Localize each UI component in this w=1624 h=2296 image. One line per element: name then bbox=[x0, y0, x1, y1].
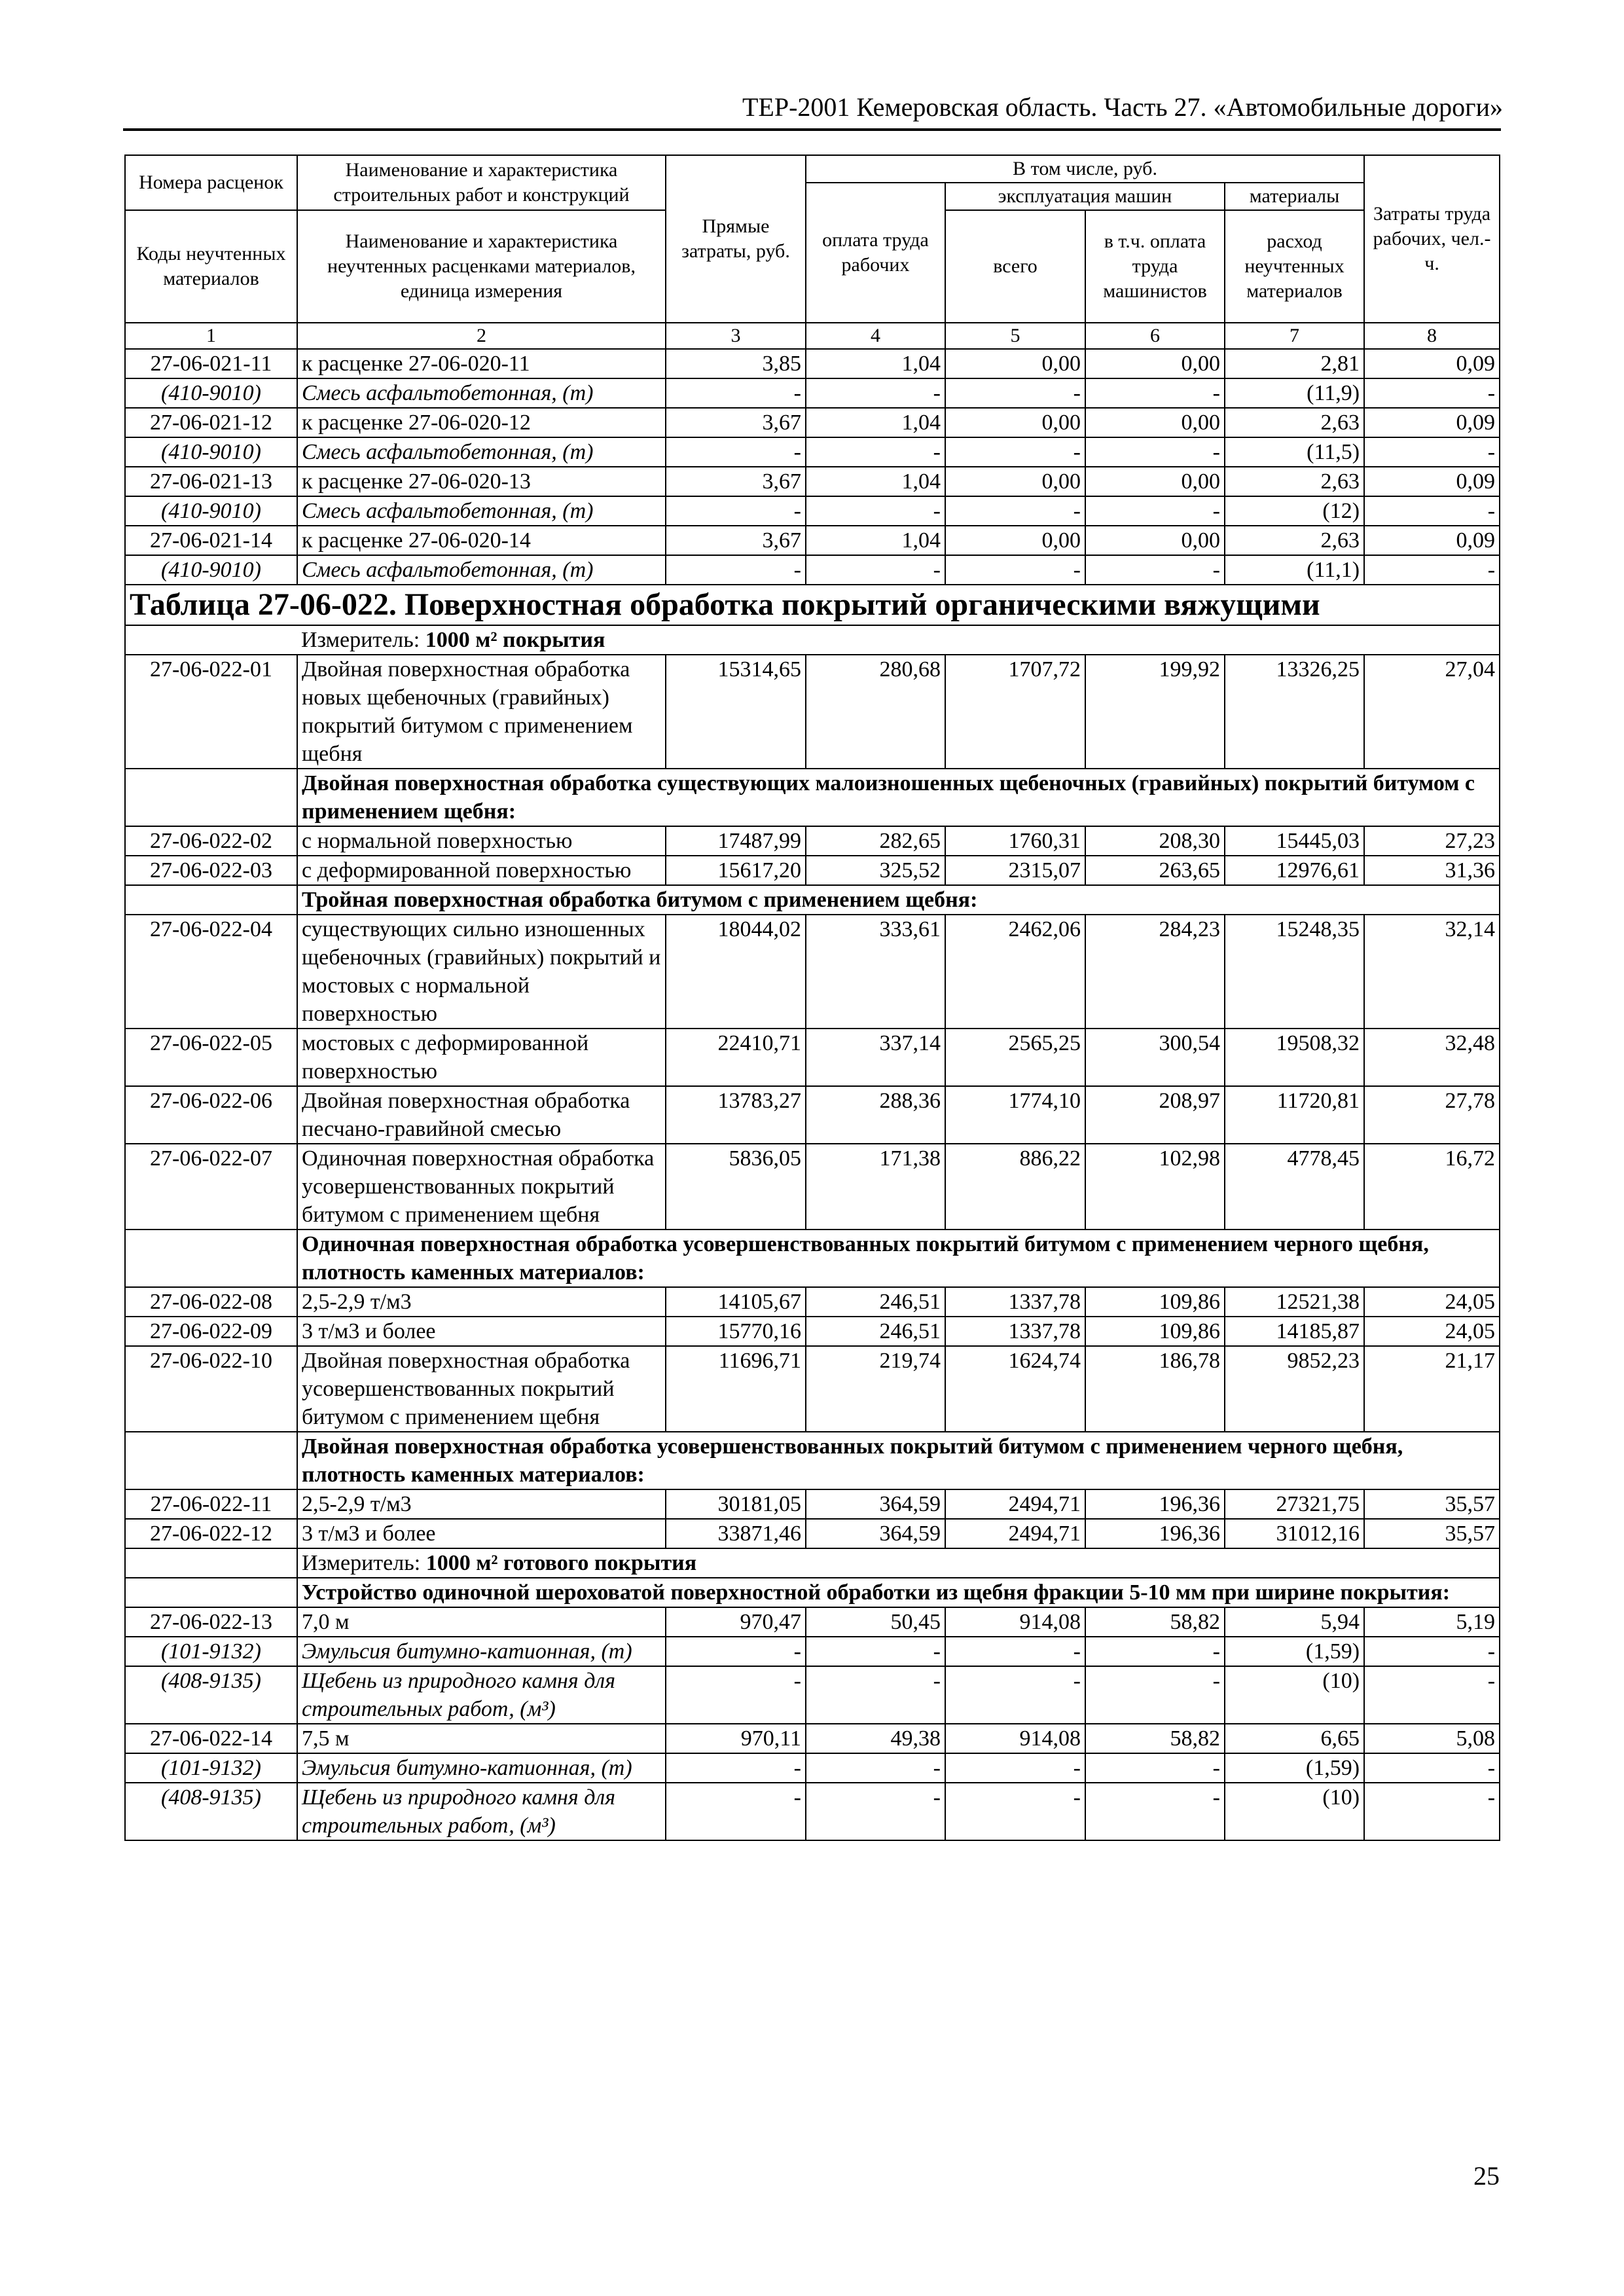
column-number-row bbox=[125, 323, 1500, 349]
value-cell: 2,63 bbox=[1225, 467, 1364, 496]
col4-header: оплата труда рабочих bbox=[806, 183, 945, 323]
value-cell: 282,65 bbox=[806, 826, 945, 856]
value-cell: - bbox=[1085, 437, 1225, 467]
material-row bbox=[125, 496, 1500, 526]
work-name: 3 т/м3 и более bbox=[297, 1519, 666, 1548]
section-blank bbox=[125, 885, 297, 915]
materials-header: материалы bbox=[1225, 183, 1364, 210]
value-cell: 1707,72 bbox=[945, 655, 1085, 769]
work-name: к расценке 27-06-020-11 bbox=[297, 349, 666, 378]
value-cell: 208,30 bbox=[1085, 826, 1225, 856]
value-cell: - bbox=[1085, 1753, 1225, 1783]
measure-value: 1000 м² готового покрытия bbox=[425, 1551, 697, 1575]
value-cell: (11,5) bbox=[1225, 437, 1364, 467]
rate-code: 27-06-022-05 bbox=[125, 1029, 297, 1086]
value-cell: - bbox=[806, 1637, 945, 1666]
value-cell: 0,00 bbox=[1085, 467, 1225, 496]
section-row bbox=[125, 1578, 1500, 1607]
value-cell: 6,65 bbox=[1225, 1724, 1364, 1753]
table-row bbox=[125, 1519, 1500, 1548]
value-cell: 0,09 bbox=[1364, 408, 1500, 437]
section-heading: Тройная поверхностная обработка битумом с применением щебня: bbox=[297, 885, 1500, 915]
value-cell: 199,92 bbox=[1085, 655, 1225, 769]
measure-value: 1000 м² покрытия bbox=[425, 628, 605, 652]
value-cell: - bbox=[806, 1783, 945, 1840]
material-row bbox=[125, 1783, 1500, 1840]
material-row bbox=[125, 555, 1500, 585]
table-row bbox=[125, 915, 1500, 1029]
section-blank bbox=[125, 1432, 297, 1489]
rate-code: 27-06-021-11 bbox=[125, 349, 297, 378]
value-cell: 0,00 bbox=[1085, 526, 1225, 555]
work-name: 2,5-2,9 т/м3 bbox=[297, 1489, 666, 1519]
value-cell: 15445,03 bbox=[1225, 826, 1364, 856]
rate-code: 27-06-022-02 bbox=[125, 826, 297, 856]
table-row bbox=[125, 826, 1500, 856]
value-cell: 219,74 bbox=[806, 1346, 945, 1432]
value-cell: 0,09 bbox=[1364, 467, 1500, 496]
col2-top-header: Наименование и характеристика строительных работ и конструкций bbox=[297, 155, 666, 210]
value-cell: 1,04 bbox=[806, 349, 945, 378]
table-row bbox=[125, 1489, 1500, 1519]
value-cell: 0,00 bbox=[1085, 349, 1225, 378]
value-cell: 246,51 bbox=[806, 1287, 945, 1317]
table-row bbox=[125, 1144, 1500, 1230]
value-cell: 19508,32 bbox=[1225, 1029, 1364, 1086]
value-cell: - bbox=[806, 555, 945, 585]
value-cell: - bbox=[1364, 1753, 1500, 1783]
value-cell: - bbox=[945, 1753, 1085, 1783]
material-name: Смесь асфальтобетонная, (т) bbox=[297, 496, 666, 526]
table-body bbox=[125, 349, 1500, 1840]
value-cell: - bbox=[1364, 1783, 1500, 1840]
value-cell: - bbox=[945, 1666, 1085, 1724]
measure-label: Измеритель: bbox=[301, 628, 420, 652]
value-cell: 1,04 bbox=[806, 467, 945, 496]
value-cell: - bbox=[945, 555, 1085, 585]
value-cell: 27,04 bbox=[1364, 655, 1500, 769]
value-cell: 14185,87 bbox=[1225, 1317, 1364, 1346]
work-name: 2,5-2,9 т/м3 bbox=[297, 1287, 666, 1317]
table-row bbox=[125, 349, 1500, 378]
value-cell: (10) bbox=[1225, 1783, 1364, 1840]
value-cell: 333,61 bbox=[806, 915, 945, 1029]
price-table bbox=[124, 155, 1500, 1841]
table-row bbox=[125, 1724, 1500, 1753]
material-code: (408-9135) bbox=[125, 1783, 297, 1840]
material-row bbox=[125, 1666, 1500, 1724]
col3-header: Прямые затраты, руб. bbox=[666, 155, 806, 323]
machines-header: эксплуатация машин bbox=[945, 183, 1225, 210]
value-cell: - bbox=[1364, 437, 1500, 467]
value-cell: 12521,38 bbox=[1225, 1287, 1364, 1317]
col-number: 4 bbox=[806, 323, 945, 349]
value-cell: - bbox=[1364, 1637, 1500, 1666]
value-cell: 35,57 bbox=[1364, 1519, 1500, 1548]
value-cell: 24,05 bbox=[1364, 1287, 1500, 1317]
rate-code: 27-06-022-09 bbox=[125, 1317, 297, 1346]
value-cell: 18044,02 bbox=[666, 915, 806, 1029]
material-row bbox=[125, 1637, 1500, 1666]
material-row bbox=[125, 437, 1500, 467]
value-cell: 15248,35 bbox=[1225, 915, 1364, 1029]
measure-cell bbox=[297, 1548, 1500, 1578]
value-cell: 4778,45 bbox=[1225, 1144, 1364, 1230]
col5-header: всего bbox=[945, 210, 1085, 323]
value-cell: 263,65 bbox=[1085, 856, 1225, 885]
value-cell: 2494,71 bbox=[945, 1519, 1085, 1548]
value-cell: 2565,25 bbox=[945, 1029, 1085, 1086]
section-row bbox=[125, 885, 1500, 915]
value-cell: 5,94 bbox=[1225, 1607, 1364, 1637]
section-row bbox=[125, 1432, 1500, 1489]
value-cell: - bbox=[1364, 1666, 1500, 1724]
value-cell: 0,00 bbox=[945, 408, 1085, 437]
col-number: 5 bbox=[945, 323, 1085, 349]
measure-label: Измеритель: bbox=[302, 1551, 421, 1575]
col-number: 2 bbox=[297, 323, 666, 349]
material-name: Щебень из природного камня для строительных работ, (м³) bbox=[297, 1666, 666, 1724]
table-title-cell bbox=[125, 585, 1500, 625]
value-cell: 886,22 bbox=[945, 1144, 1085, 1230]
value-cell: - bbox=[945, 496, 1085, 526]
value-cell: 0,00 bbox=[945, 526, 1085, 555]
value-cell: - bbox=[666, 437, 806, 467]
rate-code: 27-06-022-07 bbox=[125, 1144, 297, 1230]
value-cell: 1,04 bbox=[806, 408, 945, 437]
section-heading: Устройство одиночной шероховатой поверхностной обработки из щебня фракции 5-10 мм при ширине покрытия: bbox=[297, 1578, 1500, 1607]
value-cell: 16,72 bbox=[1364, 1144, 1500, 1230]
col1-top-header: Номера расценок bbox=[125, 155, 297, 210]
value-cell: - bbox=[945, 1637, 1085, 1666]
value-cell: 3,85 bbox=[666, 349, 806, 378]
section-row bbox=[125, 1230, 1500, 1287]
col1-bottom-header: Коды неучтенных материалов bbox=[125, 210, 297, 323]
table-head bbox=[125, 155, 1500, 349]
col-number: 3 bbox=[666, 323, 806, 349]
value-cell: (10) bbox=[1225, 1666, 1364, 1724]
value-cell: 970,11 bbox=[666, 1724, 806, 1753]
value-cell: - bbox=[1364, 496, 1500, 526]
rate-code: 27-06-022-08 bbox=[125, 1287, 297, 1317]
rate-code: 27-06-021-12 bbox=[125, 408, 297, 437]
rate-code: 27-06-021-14 bbox=[125, 526, 297, 555]
value-cell: 0,00 bbox=[945, 349, 1085, 378]
work-name: мостовых с деформированной поверхностью bbox=[297, 1029, 666, 1086]
work-name: Двойная поверхностная обработка новых щебеночных (гравийных) покрытий битумом с применением щебня bbox=[297, 655, 666, 769]
measure-row bbox=[125, 625, 1500, 655]
work-name: с деформированной поверхностью bbox=[297, 856, 666, 885]
rate-code: 27-06-022-11 bbox=[125, 1489, 297, 1519]
value-cell: 12976,61 bbox=[1225, 856, 1364, 885]
value-cell: - bbox=[1085, 378, 1225, 408]
col-number: 7 bbox=[1225, 323, 1364, 349]
value-cell: 1774,10 bbox=[945, 1086, 1085, 1144]
material-code: (410-9010) bbox=[125, 496, 297, 526]
value-cell: 30181,05 bbox=[666, 1489, 806, 1519]
value-cell: 364,59 bbox=[806, 1489, 945, 1519]
work-name: Одиночная поверхностная обработка усовершенствованных покрытий битумом с применением щебня bbox=[297, 1144, 666, 1230]
value-cell: 2,63 bbox=[1225, 526, 1364, 555]
value-cell: 15617,20 bbox=[666, 856, 806, 885]
value-cell: - bbox=[806, 1753, 945, 1783]
table-title: Таблица 27-06-022. Поверхностная обработка покрытий органическими вяжущими bbox=[130, 587, 1320, 622]
value-cell: 364,59 bbox=[806, 1519, 945, 1548]
incl-header: В том числе, руб. bbox=[806, 155, 1364, 183]
value-cell: 186,78 bbox=[1085, 1346, 1225, 1432]
value-cell: 9852,23 bbox=[1225, 1346, 1364, 1432]
value-cell: 15314,65 bbox=[666, 655, 806, 769]
value-cell: 1624,74 bbox=[945, 1346, 1085, 1432]
rate-code: 27-06-022-01 bbox=[125, 655, 297, 769]
value-cell: 2,81 bbox=[1225, 349, 1364, 378]
value-cell: 27,78 bbox=[1364, 1086, 1500, 1144]
value-cell: 208,97 bbox=[1085, 1086, 1225, 1144]
value-cell: - bbox=[666, 1666, 806, 1724]
value-cell: (12) bbox=[1225, 496, 1364, 526]
work-name: к расценке 27-06-020-12 bbox=[297, 408, 666, 437]
header-rule bbox=[123, 128, 1501, 131]
value-cell: 11696,71 bbox=[666, 1346, 806, 1432]
value-cell: 1337,78 bbox=[945, 1317, 1085, 1346]
work-name: с нормальной поверхностью bbox=[297, 826, 666, 856]
col-number: 8 bbox=[1364, 323, 1500, 349]
value-cell: - bbox=[666, 1753, 806, 1783]
col-number: 6 bbox=[1085, 323, 1225, 349]
col8-header: Затраты труда рабочих, чел.-ч. bbox=[1364, 155, 1500, 323]
value-cell: 3,67 bbox=[666, 526, 806, 555]
value-cell: - bbox=[1085, 555, 1225, 585]
value-cell: 27,23 bbox=[1364, 826, 1500, 856]
value-cell: (1,59) bbox=[1225, 1637, 1364, 1666]
work-name: существующих сильно изношенных щебеночных (гравийных) покрытий и мостовых с нормальной поверхностью bbox=[297, 915, 666, 1029]
table-row bbox=[125, 1346, 1500, 1432]
work-name: к расценке 27-06-020-13 bbox=[297, 467, 666, 496]
work-name: 3 т/м3 и более bbox=[297, 1317, 666, 1346]
material-code: (410-9010) bbox=[125, 437, 297, 467]
section-blank bbox=[125, 1578, 297, 1607]
value-cell: - bbox=[806, 1666, 945, 1724]
value-cell: - bbox=[945, 1783, 1085, 1840]
value-cell: 5836,05 bbox=[666, 1144, 806, 1230]
material-name: Эмульсия битумно-катионная, (т) bbox=[297, 1753, 666, 1783]
value-cell: 3,67 bbox=[666, 408, 806, 437]
value-cell: 171,38 bbox=[806, 1144, 945, 1230]
value-cell: 24,05 bbox=[1364, 1317, 1500, 1346]
value-cell: 31,36 bbox=[1364, 856, 1500, 885]
material-name: Эмульсия битумно-катионная, (т) bbox=[297, 1637, 666, 1666]
value-cell: 2462,06 bbox=[945, 915, 1085, 1029]
material-row bbox=[125, 1753, 1500, 1783]
value-cell: 3,67 bbox=[666, 467, 806, 496]
value-cell: 49,38 bbox=[806, 1724, 945, 1753]
value-cell: 300,54 bbox=[1085, 1029, 1225, 1086]
value-cell: (1,59) bbox=[1225, 1753, 1364, 1783]
rate-code: 27-06-022-13 bbox=[125, 1607, 297, 1637]
value-cell: 280,68 bbox=[806, 655, 945, 769]
value-cell: 5,19 bbox=[1364, 1607, 1500, 1637]
value-cell: 14105,67 bbox=[666, 1287, 806, 1317]
value-cell: 13783,27 bbox=[666, 1086, 806, 1144]
value-cell: 109,86 bbox=[1085, 1317, 1225, 1346]
value-cell: 5,08 bbox=[1364, 1724, 1500, 1753]
rate-code: 27-06-022-03 bbox=[125, 856, 297, 885]
table-row bbox=[125, 1607, 1500, 1637]
section-blank bbox=[125, 625, 297, 655]
value-cell: 1760,31 bbox=[945, 826, 1085, 856]
measure-row bbox=[125, 1548, 1500, 1578]
work-name: к расценке 27-06-020-14 bbox=[297, 526, 666, 555]
section-blank bbox=[125, 769, 297, 826]
material-code: (410-9010) bbox=[125, 378, 297, 408]
section-blank bbox=[125, 1230, 297, 1287]
material-code: (101-9132) bbox=[125, 1753, 297, 1783]
table-row bbox=[125, 1029, 1500, 1086]
value-cell: 11720,81 bbox=[1225, 1086, 1364, 1144]
value-cell: 1,04 bbox=[806, 526, 945, 555]
section-heading: Двойная поверхностная обработка существующих малоизношенных щебеночных (гравийных) покрытий битумом с применением щебня: bbox=[297, 769, 1500, 826]
value-cell: 337,14 bbox=[806, 1029, 945, 1086]
measure-cell bbox=[297, 625, 1500, 655]
value-cell: 31012,16 bbox=[1225, 1519, 1364, 1548]
value-cell: - bbox=[1085, 1783, 1225, 1840]
value-cell: 2315,07 bbox=[945, 856, 1085, 885]
value-cell: - bbox=[1085, 496, 1225, 526]
rate-code: 27-06-022-10 bbox=[125, 1346, 297, 1432]
work-name: 7,5 м bbox=[297, 1724, 666, 1753]
title-row bbox=[125, 585, 1500, 625]
value-cell: 0,00 bbox=[1085, 408, 1225, 437]
value-cell: 284,23 bbox=[1085, 915, 1225, 1029]
value-cell: 325,52 bbox=[806, 856, 945, 885]
col2-bottom-header: Наименование и характеристика неучтенных расценками материалов, единица измерения bbox=[297, 210, 666, 323]
value-cell: 914,08 bbox=[945, 1724, 1085, 1753]
value-cell: 246,51 bbox=[806, 1317, 945, 1346]
material-name: Смесь асфальтобетонная, (т) bbox=[297, 378, 666, 408]
value-cell: 914,08 bbox=[945, 1607, 1085, 1637]
material-name: Смесь асфальтобетонная, (т) bbox=[297, 437, 666, 467]
value-cell: - bbox=[1364, 378, 1500, 408]
table-row bbox=[125, 856, 1500, 885]
value-cell: 196,36 bbox=[1085, 1519, 1225, 1548]
value-cell: 0,00 bbox=[945, 467, 1085, 496]
value-cell: (11,9) bbox=[1225, 378, 1364, 408]
material-row bbox=[125, 378, 1500, 408]
value-cell: 58,82 bbox=[1085, 1607, 1225, 1637]
section-blank bbox=[125, 1548, 297, 1578]
rate-code: 27-06-022-06 bbox=[125, 1086, 297, 1144]
rate-code: 27-06-022-04 bbox=[125, 915, 297, 1029]
work-name: 7,0 м bbox=[297, 1607, 666, 1637]
rate-code: 27-06-022-14 bbox=[125, 1724, 297, 1753]
table-row bbox=[125, 1086, 1500, 1144]
material-code: (410-9010) bbox=[125, 555, 297, 585]
value-cell: 22410,71 bbox=[666, 1029, 806, 1086]
value-cell: 50,45 bbox=[806, 1607, 945, 1637]
value-cell: 2,63 bbox=[1225, 408, 1364, 437]
page-number: 25 bbox=[1473, 2161, 1500, 2191]
rate-code: 27-06-022-12 bbox=[125, 1519, 297, 1548]
material-name: Смесь асфальтобетонная, (т) bbox=[297, 555, 666, 585]
value-cell: - bbox=[666, 1783, 806, 1840]
value-cell: - bbox=[666, 1637, 806, 1666]
col-number: 1 bbox=[125, 323, 297, 349]
table-row bbox=[125, 467, 1500, 496]
value-cell: 27321,75 bbox=[1225, 1489, 1364, 1519]
material-code: (101-9132) bbox=[125, 1637, 297, 1666]
value-cell: 21,17 bbox=[1364, 1346, 1500, 1432]
work-name: Двойная поверхностная обработка усовершенствованных покрытий битумом с применением щебня bbox=[297, 1346, 666, 1432]
value-cell: 32,14 bbox=[1364, 915, 1500, 1029]
value-cell: 17487,99 bbox=[666, 826, 806, 856]
table-row bbox=[125, 1287, 1500, 1317]
value-cell: 32,48 bbox=[1364, 1029, 1500, 1086]
value-cell: (11,1) bbox=[1225, 555, 1364, 585]
col6-header: в т.ч. оплата труда машинистов bbox=[1085, 210, 1225, 323]
material-name: Щебень из природного камня для строительных работ, (м³) bbox=[297, 1783, 666, 1840]
work-name: Двойная поверхностная обработка песчано-гравийной смесью bbox=[297, 1086, 666, 1144]
value-cell: - bbox=[666, 555, 806, 585]
value-cell: - bbox=[666, 378, 806, 408]
table-row bbox=[125, 408, 1500, 437]
value-cell: 970,47 bbox=[666, 1607, 806, 1637]
running-header: ТЕР-2001 Кемеровская область. Часть 27. «Автомобильные дороги» bbox=[742, 92, 1503, 122]
value-cell: 13326,25 bbox=[1225, 655, 1364, 769]
value-cell: 58,82 bbox=[1085, 1724, 1225, 1753]
value-cell: 15770,16 bbox=[666, 1317, 806, 1346]
value-cell: - bbox=[806, 437, 945, 467]
value-cell: 2494,71 bbox=[945, 1489, 1085, 1519]
section-row bbox=[125, 769, 1500, 826]
table-row bbox=[125, 655, 1500, 769]
value-cell: 102,98 bbox=[1085, 1144, 1225, 1230]
section-heading: Двойная поверхностная обработка усовершенствованных покрытий битумом с применением черного щебня, плотность каменных материалов: bbox=[297, 1432, 1500, 1489]
value-cell: 35,57 bbox=[1364, 1489, 1500, 1519]
rate-code: 27-06-021-13 bbox=[125, 467, 297, 496]
col7-header: расход неучтенных материалов bbox=[1225, 210, 1364, 323]
value-cell: 0,09 bbox=[1364, 349, 1500, 378]
value-cell: 196,36 bbox=[1085, 1489, 1225, 1519]
section-heading: Одиночная поверхностная обработка усовершенствованных покрытий битумом с применением черного щебня, плотность каменных материалов: bbox=[297, 1230, 1500, 1287]
value-cell: - bbox=[1364, 555, 1500, 585]
value-cell: - bbox=[806, 378, 945, 408]
table-row bbox=[125, 1317, 1500, 1346]
table-row bbox=[125, 526, 1500, 555]
value-cell: 288,36 bbox=[806, 1086, 945, 1144]
value-cell: - bbox=[1085, 1637, 1225, 1666]
value-cell: 0,09 bbox=[1364, 526, 1500, 555]
value-cell: 33871,46 bbox=[666, 1519, 806, 1548]
value-cell: - bbox=[945, 378, 1085, 408]
value-cell: - bbox=[1085, 1666, 1225, 1724]
value-cell: 109,86 bbox=[1085, 1287, 1225, 1317]
value-cell: 1337,78 bbox=[945, 1287, 1085, 1317]
value-cell: - bbox=[666, 496, 806, 526]
value-cell: - bbox=[806, 496, 945, 526]
value-cell: - bbox=[945, 437, 1085, 467]
material-code: (408-9135) bbox=[125, 1666, 297, 1724]
